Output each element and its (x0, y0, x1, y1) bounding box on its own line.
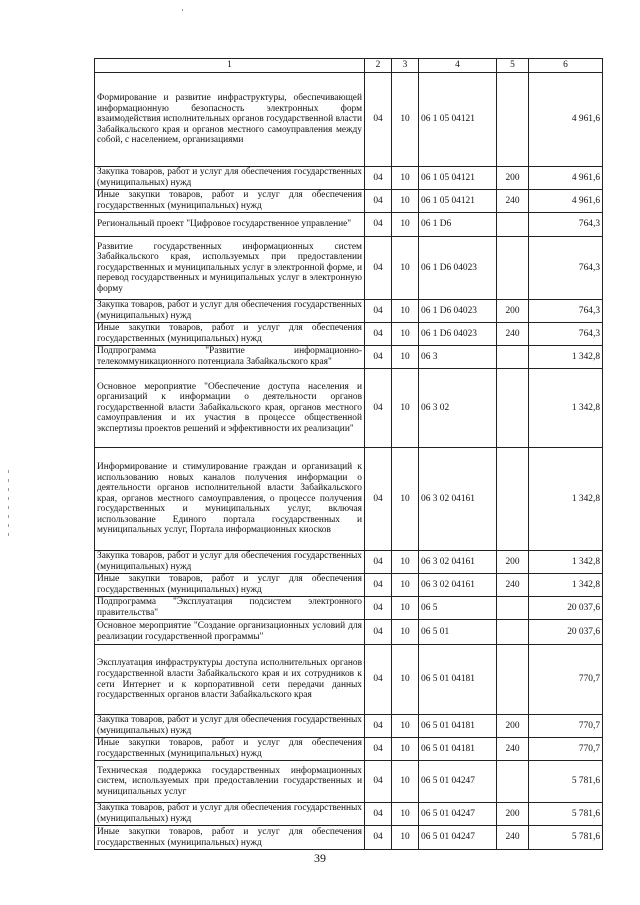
row-amount: 1 342,8 (529, 551, 603, 574)
row-section: 04 (365, 448, 392, 551)
row-section: 04 (365, 190, 392, 213)
row-target-code: 06 5 01 04181 (419, 645, 497, 715)
row-target-code: 06 3 (419, 346, 497, 369)
table-row (95, 346, 603, 369)
table-row (95, 369, 603, 448)
row-expense-type (497, 761, 529, 803)
row-subsection: 10 (392, 300, 419, 323)
row-expense-type: 200 (497, 715, 529, 738)
row-target-code: 06 3 02 04161 (419, 574, 497, 597)
row-subsection: 10 (392, 190, 419, 213)
table-header-row (95, 59, 603, 73)
row-name: Закупка товаров, работ и услуг для обеспечения государственных (муниципальных) нужд (95, 300, 365, 323)
row-subsection: 10 (392, 738, 419, 761)
row-amount: 764,3 (529, 213, 603, 237)
row-name: Закупка товаров, работ и услуг для обеспечения государственных (муниципальных) нужд (95, 167, 365, 190)
row-target-code: 06 5 01 04181 (419, 715, 497, 738)
table-row (95, 826, 603, 850)
row-subsection: 10 (392, 803, 419, 826)
row-name: Формирование и развитие инфраструктуры, обеспечивающей информационную безопасность электронных форм взаимодействия исполнительных органов государственной власти Забайкальского края и органов местного самоуправления между собой, с населением, организациями (95, 73, 365, 167)
row-amount: 764,3 (529, 323, 603, 346)
row-name: Эксплуатация инфраструктуры доступа исполнительных органов государственной власти Забайкальского края и их сотрудников к сети Интернет и к корпоративной сети передачи данных государственных органов власти Забайкальского края (95, 645, 365, 715)
table-row (95, 73, 603, 167)
table-row (95, 237, 603, 300)
col-header-target-code: 4 (419, 59, 497, 73)
row-target-code: 06 5 01 04247 (419, 803, 497, 826)
row-section: 04 (365, 300, 392, 323)
binding-marks (8, 470, 10, 542)
row-expense-type: 200 (497, 300, 529, 323)
row-subsection: 10 (392, 715, 419, 738)
row-subsection: 10 (392, 369, 419, 448)
row-section: 04 (365, 803, 392, 826)
row-expense-type (497, 645, 529, 715)
row-name: Иные закупки товаров, работ и услуг для обеспечения государственных (муниципальных) нужд (95, 190, 365, 213)
row-amount: 1 342,8 (529, 369, 603, 448)
row-amount: 4 961,6 (529, 190, 603, 213)
scan-speck (182, 9, 183, 11)
table-row (95, 803, 603, 826)
row-amount: 770,7 (529, 738, 603, 761)
col-header-section: 2 (365, 59, 392, 73)
row-target-code: 06 1 D6 (419, 213, 497, 237)
table-body (95, 73, 603, 850)
row-expense-type: 240 (497, 323, 529, 346)
row-amount: 1 342,8 (529, 574, 603, 597)
table-row (95, 213, 603, 237)
table-row (95, 620, 603, 645)
table-row (95, 300, 603, 323)
row-target-code: 06 5 01 (419, 620, 497, 645)
row-name: Закупка товаров, работ и услуг для обеспечения государственных (муниципальных) нужд (95, 715, 365, 738)
row-target-code: 06 1 05 04121 (419, 190, 497, 213)
row-subsection: 10 (392, 237, 419, 300)
row-expense-type (497, 213, 529, 237)
row-expense-type (497, 597, 529, 620)
row-expense-type (497, 346, 529, 369)
row-section: 04 (365, 645, 392, 715)
row-name: Иные закупки товаров, работ и услуг для обеспечения государственных (муниципальных) нужд (95, 826, 365, 850)
row-subsection: 10 (392, 167, 419, 190)
row-expense-type: 200 (497, 551, 529, 574)
row-target-code: 06 5 (419, 597, 497, 620)
table-row (95, 738, 603, 761)
budget-table (94, 58, 603, 850)
row-name: Техническая поддержка государственных информационных систем, используемых при предоставлении государственных и муниципальных услуг (95, 761, 365, 803)
row-name: Иные закупки товаров, работ и услуг для обеспечения государственных (муниципальных) нужд (95, 574, 365, 597)
row-amount: 770,7 (529, 645, 603, 715)
row-section: 04 (365, 73, 392, 167)
row-expense-type: 240 (497, 574, 529, 597)
row-expense-type: 200 (497, 803, 529, 826)
row-amount: 5 781,6 (529, 826, 603, 850)
row-section: 04 (365, 738, 392, 761)
table-row (95, 323, 603, 346)
row-section: 04 (365, 620, 392, 645)
row-section: 04 (365, 369, 392, 448)
row-name: Развитие государственных информационных систем Забайкальского края, используемых при предоставлении государственных и муниципальных услуг в электронной форме, и перевод государственных и муниципальных услуг в электронную форму (95, 237, 365, 300)
row-expense-type (497, 237, 529, 300)
row-subsection: 10 (392, 761, 419, 803)
table-row (95, 190, 603, 213)
row-amount: 4 961,6 (529, 73, 603, 167)
row-amount: 764,3 (529, 300, 603, 323)
row-name: Иные закупки товаров, работ и услуг для обеспечения государственных (муниципальных) нужд (95, 738, 365, 761)
row-section: 04 (365, 346, 392, 369)
row-section: 04 (365, 213, 392, 237)
row-target-code: 06 3 02 04161 (419, 551, 497, 574)
table-row (95, 761, 603, 803)
row-target-code: 06 1 D6 04023 (419, 323, 497, 346)
row-target-code: 06 1 D6 04023 (419, 300, 497, 323)
row-name: Основное мероприятие "Обеспечение доступа населения и организаций к информации о деятельности органов государственной власти Забайкальского края, органов местного самоуправления и их участия в процессе общественной экспертизы проектов решений и эффективности их реализации" (95, 369, 365, 448)
table-row (95, 167, 603, 190)
table-row (95, 551, 603, 574)
row-subsection: 10 (392, 73, 419, 167)
row-subsection: 10 (392, 323, 419, 346)
row-subsection: 10 (392, 620, 419, 645)
table-row (95, 574, 603, 597)
row-amount: 5 781,6 (529, 761, 603, 803)
col-header-amount: 6 (529, 59, 603, 73)
row-target-code: 06 3 02 (419, 369, 497, 448)
row-name: Закупка товаров, работ и услуг для обеспечения государственных (муниципальных) нужд (95, 803, 365, 826)
row-subsection: 10 (392, 826, 419, 850)
row-subsection: 10 (392, 448, 419, 551)
row-section: 04 (365, 551, 392, 574)
col-header-subsection: 3 (392, 59, 419, 73)
table-row (95, 715, 603, 738)
row-amount: 4 961,6 (529, 167, 603, 190)
row-target-code: 06 3 02 04161 (419, 448, 497, 551)
row-expense-type (497, 448, 529, 551)
row-name: Подпрограмма "Эксплуатация подсистем электронного правительства" (95, 597, 365, 620)
row-target-code: 06 1 05 04121 (419, 167, 497, 190)
row-section: 04 (365, 826, 392, 850)
row-section: 04 (365, 167, 392, 190)
col-header-expense-type: 5 (497, 59, 529, 73)
row-section: 04 (365, 323, 392, 346)
row-section: 04 (365, 761, 392, 803)
col-header-name: 1 (95, 59, 365, 73)
table-row (95, 645, 603, 715)
table-row (95, 597, 603, 620)
row-expense-type: 240 (497, 826, 529, 850)
row-target-code: 06 1 D6 04023 (419, 237, 497, 300)
row-expense-type: 240 (497, 190, 529, 213)
row-target-code: 06 5 01 04247 (419, 761, 497, 803)
row-name: Информирование и стимулирование граждан и организаций к использованию новых каналов получения информации о деятельности органов исполнительной власти Забайкальского края, органов местного самоуправления, о процессе получения государственных и муниципальных услуг, включая использование Единого портала государственных и муниципальных услуг, Портала информационных киосков (95, 448, 365, 551)
row-target-code: 06 1 05 04121 (419, 73, 497, 167)
row-target-code: 06 5 01 04247 (419, 826, 497, 850)
row-section: 04 (365, 574, 392, 597)
row-amount: 1 342,8 (529, 346, 603, 369)
row-name: Иные закупки товаров, работ и услуг для обеспечения государственных (муниципальных) нужд (95, 323, 365, 346)
row-amount: 1 342,8 (529, 448, 603, 551)
row-expense-type (497, 73, 529, 167)
row-expense-type (497, 620, 529, 645)
row-amount: 20 037,6 (529, 620, 603, 645)
row-name: Региональный проект "Цифровое государственное управление" (95, 213, 365, 237)
row-expense-type: 200 (497, 167, 529, 190)
row-name: Закупка товаров, работ и услуг для обеспечения государственных (муниципальных) нужд (95, 551, 365, 574)
row-name: Основное мероприятие "Создание организационных условий для реализации государственной программы" (95, 620, 365, 645)
row-expense-type: 240 (497, 738, 529, 761)
row-section: 04 (365, 597, 392, 620)
row-subsection: 10 (392, 551, 419, 574)
row-section: 04 (365, 715, 392, 738)
row-amount: 20 037,6 (529, 597, 603, 620)
row-subsection: 10 (392, 597, 419, 620)
row-subsection: 10 (392, 574, 419, 597)
row-amount: 764,3 (529, 237, 603, 300)
row-target-code: 06 5 01 04181 (419, 738, 497, 761)
page-number: 39 (314, 851, 326, 865)
row-subsection: 10 (392, 213, 419, 237)
table-row (95, 448, 603, 551)
row-subsection: 10 (392, 645, 419, 715)
row-amount: 5 781,6 (529, 803, 603, 826)
row-amount: 770,7 (529, 715, 603, 738)
row-section: 04 (365, 237, 392, 300)
row-expense-type (497, 369, 529, 448)
row-subsection: 10 (392, 346, 419, 369)
row-name: Подпрограмма "Развитие информационно-телекоммуникационного потенциала Забайкальского края" (95, 346, 365, 369)
